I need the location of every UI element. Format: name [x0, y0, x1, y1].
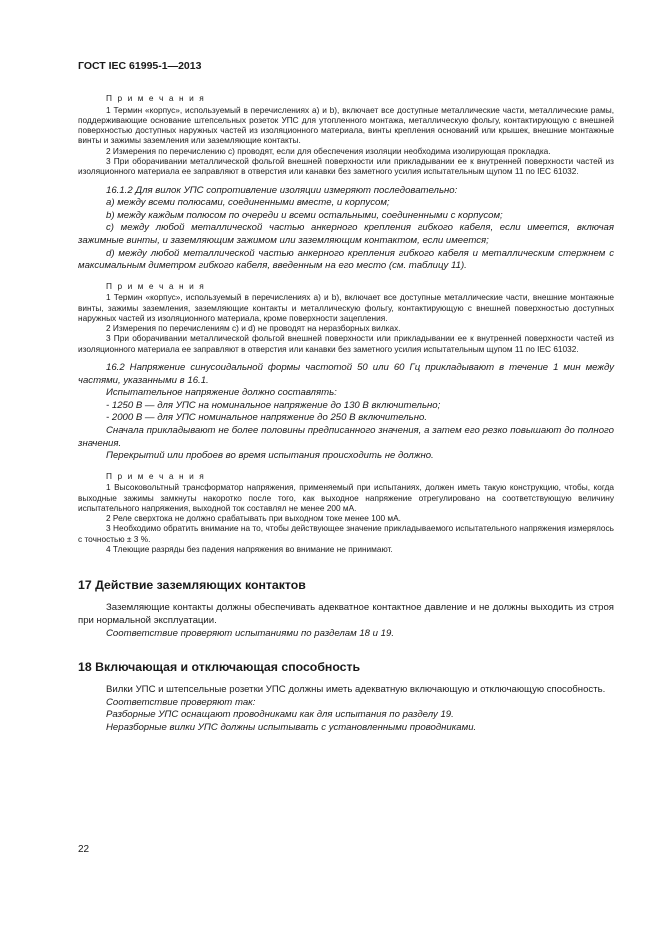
clause-16-1-2-intro: 16.1.2 Для вилок УПС сопротивление изоляции измеряют последовательно: [106, 184, 458, 196]
clause-16-2-text: - 2000 В — для УПС номинальное напряжение до 250 В включительно. [106, 412, 427, 424]
section-18-italic: Разборные УПС оснащают проводниками как для испытания по разделу 19. [106, 709, 454, 721]
page-content [78, 93, 614, 735]
note-item: 2 Измерения по перечислению c) проводят, если для обеспечения изоляции необходима изолирующая прокладка. [106, 145, 551, 156]
clause-list-item: c) между любой металлической частью анкерного крепления гибкого кабеля, если имеется, включая зажимные винты, и заземляющим зажимом или заземляющим контактом, если имеется; [78, 222, 614, 246]
section-18-italic: Соответствие проверяют так: [106, 696, 256, 708]
note-item: 4 Тлеющие разряды без падения напряжения во внимание не принимают. [106, 544, 393, 555]
note-item: 2 Реле сверхтока не должно срабатывать при выходном токе менее 100 мА. [106, 513, 401, 524]
section-17-heading: 17 Действие заземляющих контактов [78, 578, 306, 593]
note-item: 3 При оборачивании металлической фольгой внешней поверхности или прикладывании ее к внутренней поверхности частей из изоляционного материала ее заправляют в отверстия или канавки без заметного усилия испытательным щупом 11 по IEC 61032. [78, 333, 614, 354]
section-17-compliance: Соответствие проверяют испытаниями по разделам 18 и 19. [106, 627, 395, 639]
note-item: 1 Термин «корпус», используемый в перечислениях a) и b), включает все доступные металлические части, внешние монтажные винты, зажимы заземления, заземляющие контакты и металлическую фольгу, контактирующую с внешней поверхностью доступных наружных частей из изоляционного материала, кроме поверхности зацепления. [78, 292, 614, 323]
notes-title: П р и м е ч а н и я [106, 93, 206, 103]
section-18-text: Вилки УПС и штепсельные розетки УПС должны иметь адекватную включающую и отключающую способность. [106, 684, 606, 696]
note-item: 3 Необходимо обратить внимание на то, чтобы действующее значение прикладываемого испытательного напряжения измерялось с точностью ± 3 %. [78, 523, 614, 544]
clause-16-2-text: - 1250 В — для УПС на номинальное напряжение до 130 В включительно; [106, 399, 441, 411]
clause-list-item: b) между каждым полюсом по очереди и всеми остальными, соединенными с корпусом; [106, 209, 503, 221]
page-number: 22 [78, 844, 90, 855]
section-18-heading: 18 Включающая и отключающая способность [78, 660, 361, 675]
note-item: 1 Высоковольтный трансформатор напряжения, применяемый при испытаниях, должен иметь такую конструкцию, чтобы, когда выходные зажимы замкнуты накоротко после того, как выходное напряжение отрегулировано на соответствующую величину испытательного напряжения, выходной ток составлял не менее 200 мА. [78, 482, 614, 513]
clause-16-2-text: 16.2 Напряжение синусоидальной формы частотой 50 или 60 Гц прикладывают в течение 1 мин между частями, указанными в 16.1. [78, 362, 614, 386]
clause-16-2-text: Сначала прикладывают не более половины предписанного значения, а затем его резко повышают до полного значения. [78, 424, 614, 449]
clause-list-item: a) между всеми полюсами, соединенными вместе, и корпусом; [106, 197, 390, 209]
clause-16-2-text: Испытательное напряжение должно составлять: [106, 387, 337, 399]
document-code: ГОСТ IEC 61995-1—2013 [78, 60, 202, 72]
note-item: 3 При оборачивании металлической фольгой внешней поверхности или прикладывании ее к внутренней поверхности частей из изоляционного материала ее заправляют в отверстия или канавки без заметного усилия испытательным щупом 11 по IEC 61032. [78, 155, 614, 177]
note-item: 1 Термин «корпус», используемый в перечислениях a) и b), включает все доступные металлические части, металлические рамы, поддерживающие основание штепсельных розеток УПС для утопленного монтажа, металлическую фольгу, контактирующую с внешней поверхностью доступных наружных частей из изоляционного материала, винты крепления оснований или крышек, внешние монтажные винты и зажимы заземления или заземляющие контакты. [78, 104, 614, 146]
note-item: 2 Измерения по перечислениям c) и d) не проводят на неразборных вилках. [106, 323, 401, 334]
section-18-italic: Неразборные вилки УПС должны испытывать с установленными проводниками. [106, 721, 477, 733]
clause-list-item: d) между любой металлической частью анкерного крепления гибкого кабеля и металлическим стержнем с максимальным диметром гибкого кабеля, введенным на его место (см. таблицу 11). [78, 247, 614, 272]
clause-16-2-text: Перекрытий или пробоев во время испытания происходить не должно. [106, 450, 434, 462]
notes-title: П р и м е ч а н и я [106, 470, 206, 481]
notes-title: П р и м е ч а н и я [106, 280, 206, 291]
section-17-text: Заземляющие контакты должны обеспечивать адекватное контактное давление и не должны выходить из строя при нормальной эксплуатации. [78, 602, 614, 626]
